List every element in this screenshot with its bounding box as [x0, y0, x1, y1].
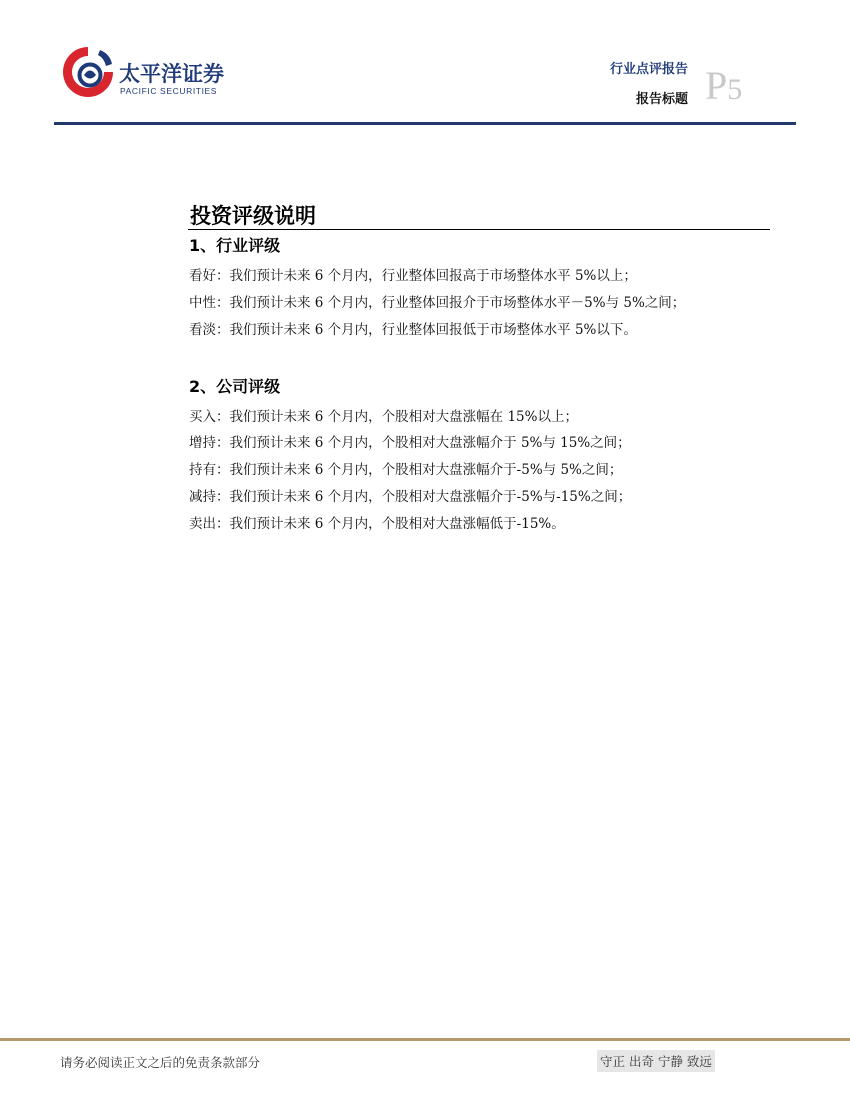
- section-title-underline: [188, 229, 770, 230]
- company-logo-icon: [60, 44, 116, 102]
- industry-rating-item: 看好：我们预计未来 6 个月内，行业整体回报高于市场整体水平 5%以上；: [189, 268, 637, 284]
- page-number: 5: [727, 73, 743, 106]
- company-rating-item: 买入：我们预计未来 6 个月内，个股相对大盘涨幅在 15%以上；: [189, 409, 578, 425]
- report-type: 行业点评报告: [609, 62, 688, 77]
- disclaimer-note: 请务必阅读正文之后的免责条款部分: [60, 1055, 261, 1070]
- company-name-cn: 太平洋证券: [119, 62, 224, 86]
- header-divider: [54, 122, 796, 125]
- company-motto: 守正 出奇 宁静 致远: [597, 1050, 715, 1072]
- company-name-en: PACIFIC SECURITIES: [120, 86, 218, 96]
- company-rating-item: 卖出：我们预计未来 6 个月内，个股相对大盘涨幅低于-15%。: [189, 516, 565, 532]
- company-rating-item: 减持：我们预计未来 6 个月内，个股相对大盘涨幅介于-5%与-15%之间；: [189, 489, 632, 505]
- industry-rating-item: 看淡：我们预计未来 6 个月内，行业整体回报低于市场整体水平 5%以下。: [189, 322, 637, 338]
- report-title: 报告标题: [635, 92, 688, 107]
- section-title: 投资评级说明: [190, 204, 316, 228]
- footer-divider: [0, 1038, 850, 1041]
- company-rating-item: 持有：我们预计未来 6 个月内，个股相对大盘涨幅介于-5%与 5%之间；: [189, 462, 623, 478]
- company-rating-heading: 2、公司评级: [189, 377, 281, 396]
- page-letter: P: [705, 63, 728, 108]
- company-rating-item: 增持：我们预计未来 6 个月内，个股相对大盘涨幅介于 5%与 15%之间；: [189, 435, 631, 451]
- industry-rating-heading: 1、行业评级: [189, 236, 281, 255]
- page-marker: [705, 63, 743, 108]
- industry-rating-item: 中性：我们预计未来 6 个月内，行业整体回报介于市场整体水平－5%与 5%之间；: [189, 295, 686, 311]
